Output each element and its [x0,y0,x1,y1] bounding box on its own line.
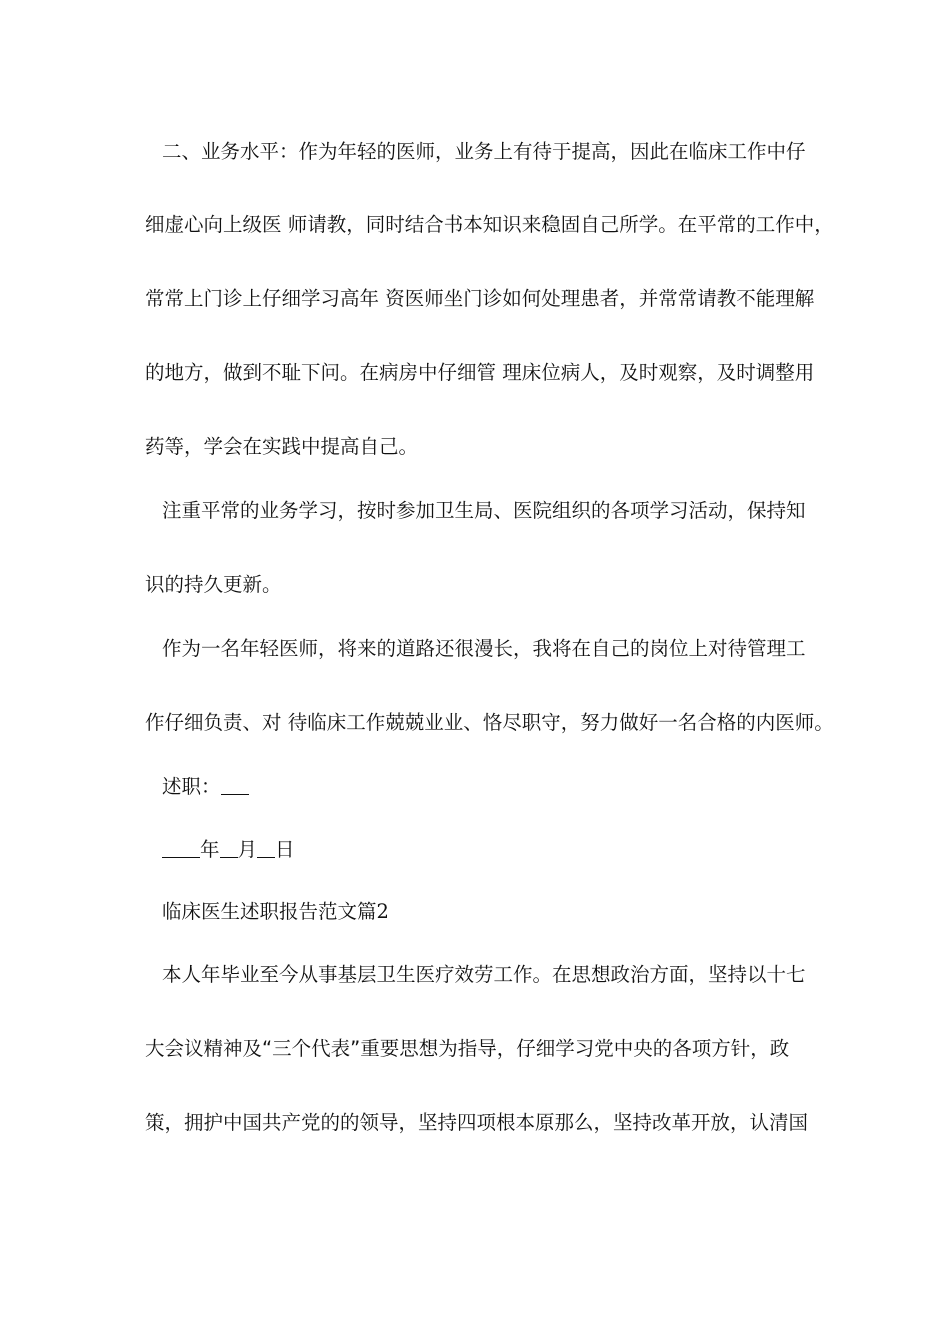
paragraph-line-6: 注重平常的业务学习，按时参加卫生局、医院组织的各项学习活动，保持知 [162,499,806,522]
day-blank [257,839,275,858]
signature-blank [221,776,249,795]
day-label: 日 [275,838,295,861]
section-title: 临床医生述职报告范文篇2 [162,900,389,923]
paragraph2-line-3: 策，拥护中国共产党的的领导，坚持四项根本原那么，坚持改革开放，认清国 [145,1111,809,1134]
date-line [162,836,842,864]
paragraph-line-2: 细虚心向上级医 师请教，同时结合书本知识来稳固自己所学。在平常的工作中， [145,213,834,236]
signature-label: 述职： [162,775,221,798]
paragraph-line-3: 常常上门诊上仔细学习高年 资医师坐门诊如何处理患者，并常常请教不能理解 [145,287,815,310]
month-label: 月 [237,838,258,861]
year-blank [162,839,200,858]
paragraph-line-9: 作仔细负责、对 待临床工作兢兢业业、恪尽职守，努力做好一名合格的内医师。 [145,711,834,734]
paragraph-line-5: 药等，学会在实践中提高自己。 [145,435,419,458]
month-blank [220,839,238,858]
paragraph-line-4: 的地方，做到不耻下问。在病房中仔细管 理床位病人，及时观察，及时调整用 [145,361,815,384]
paragraph-line-7: 识的持久更新。 [145,573,282,596]
paragraph-line-8: 作为一名年轻医师，将来的道路还很漫长，我将在自己的岗位上对待管理工 [162,637,806,660]
signature-line [162,773,842,801]
year-label: 年 [200,838,220,861]
paragraph2-line-2: 大会议精神及“三个代表”重要思想为指导，仔细学习党中央的各项方针，政 [145,1037,790,1060]
paragraph2-line-1: 本人年毕业至今从事基层卫生医疗效劳工作。在思想政治方面，坚持以十七 [162,963,806,986]
paragraph-line-1: 二、业务水平：作为年轻的医师，业务上有待于提高，因此在临床工作中仔 [162,140,806,163]
